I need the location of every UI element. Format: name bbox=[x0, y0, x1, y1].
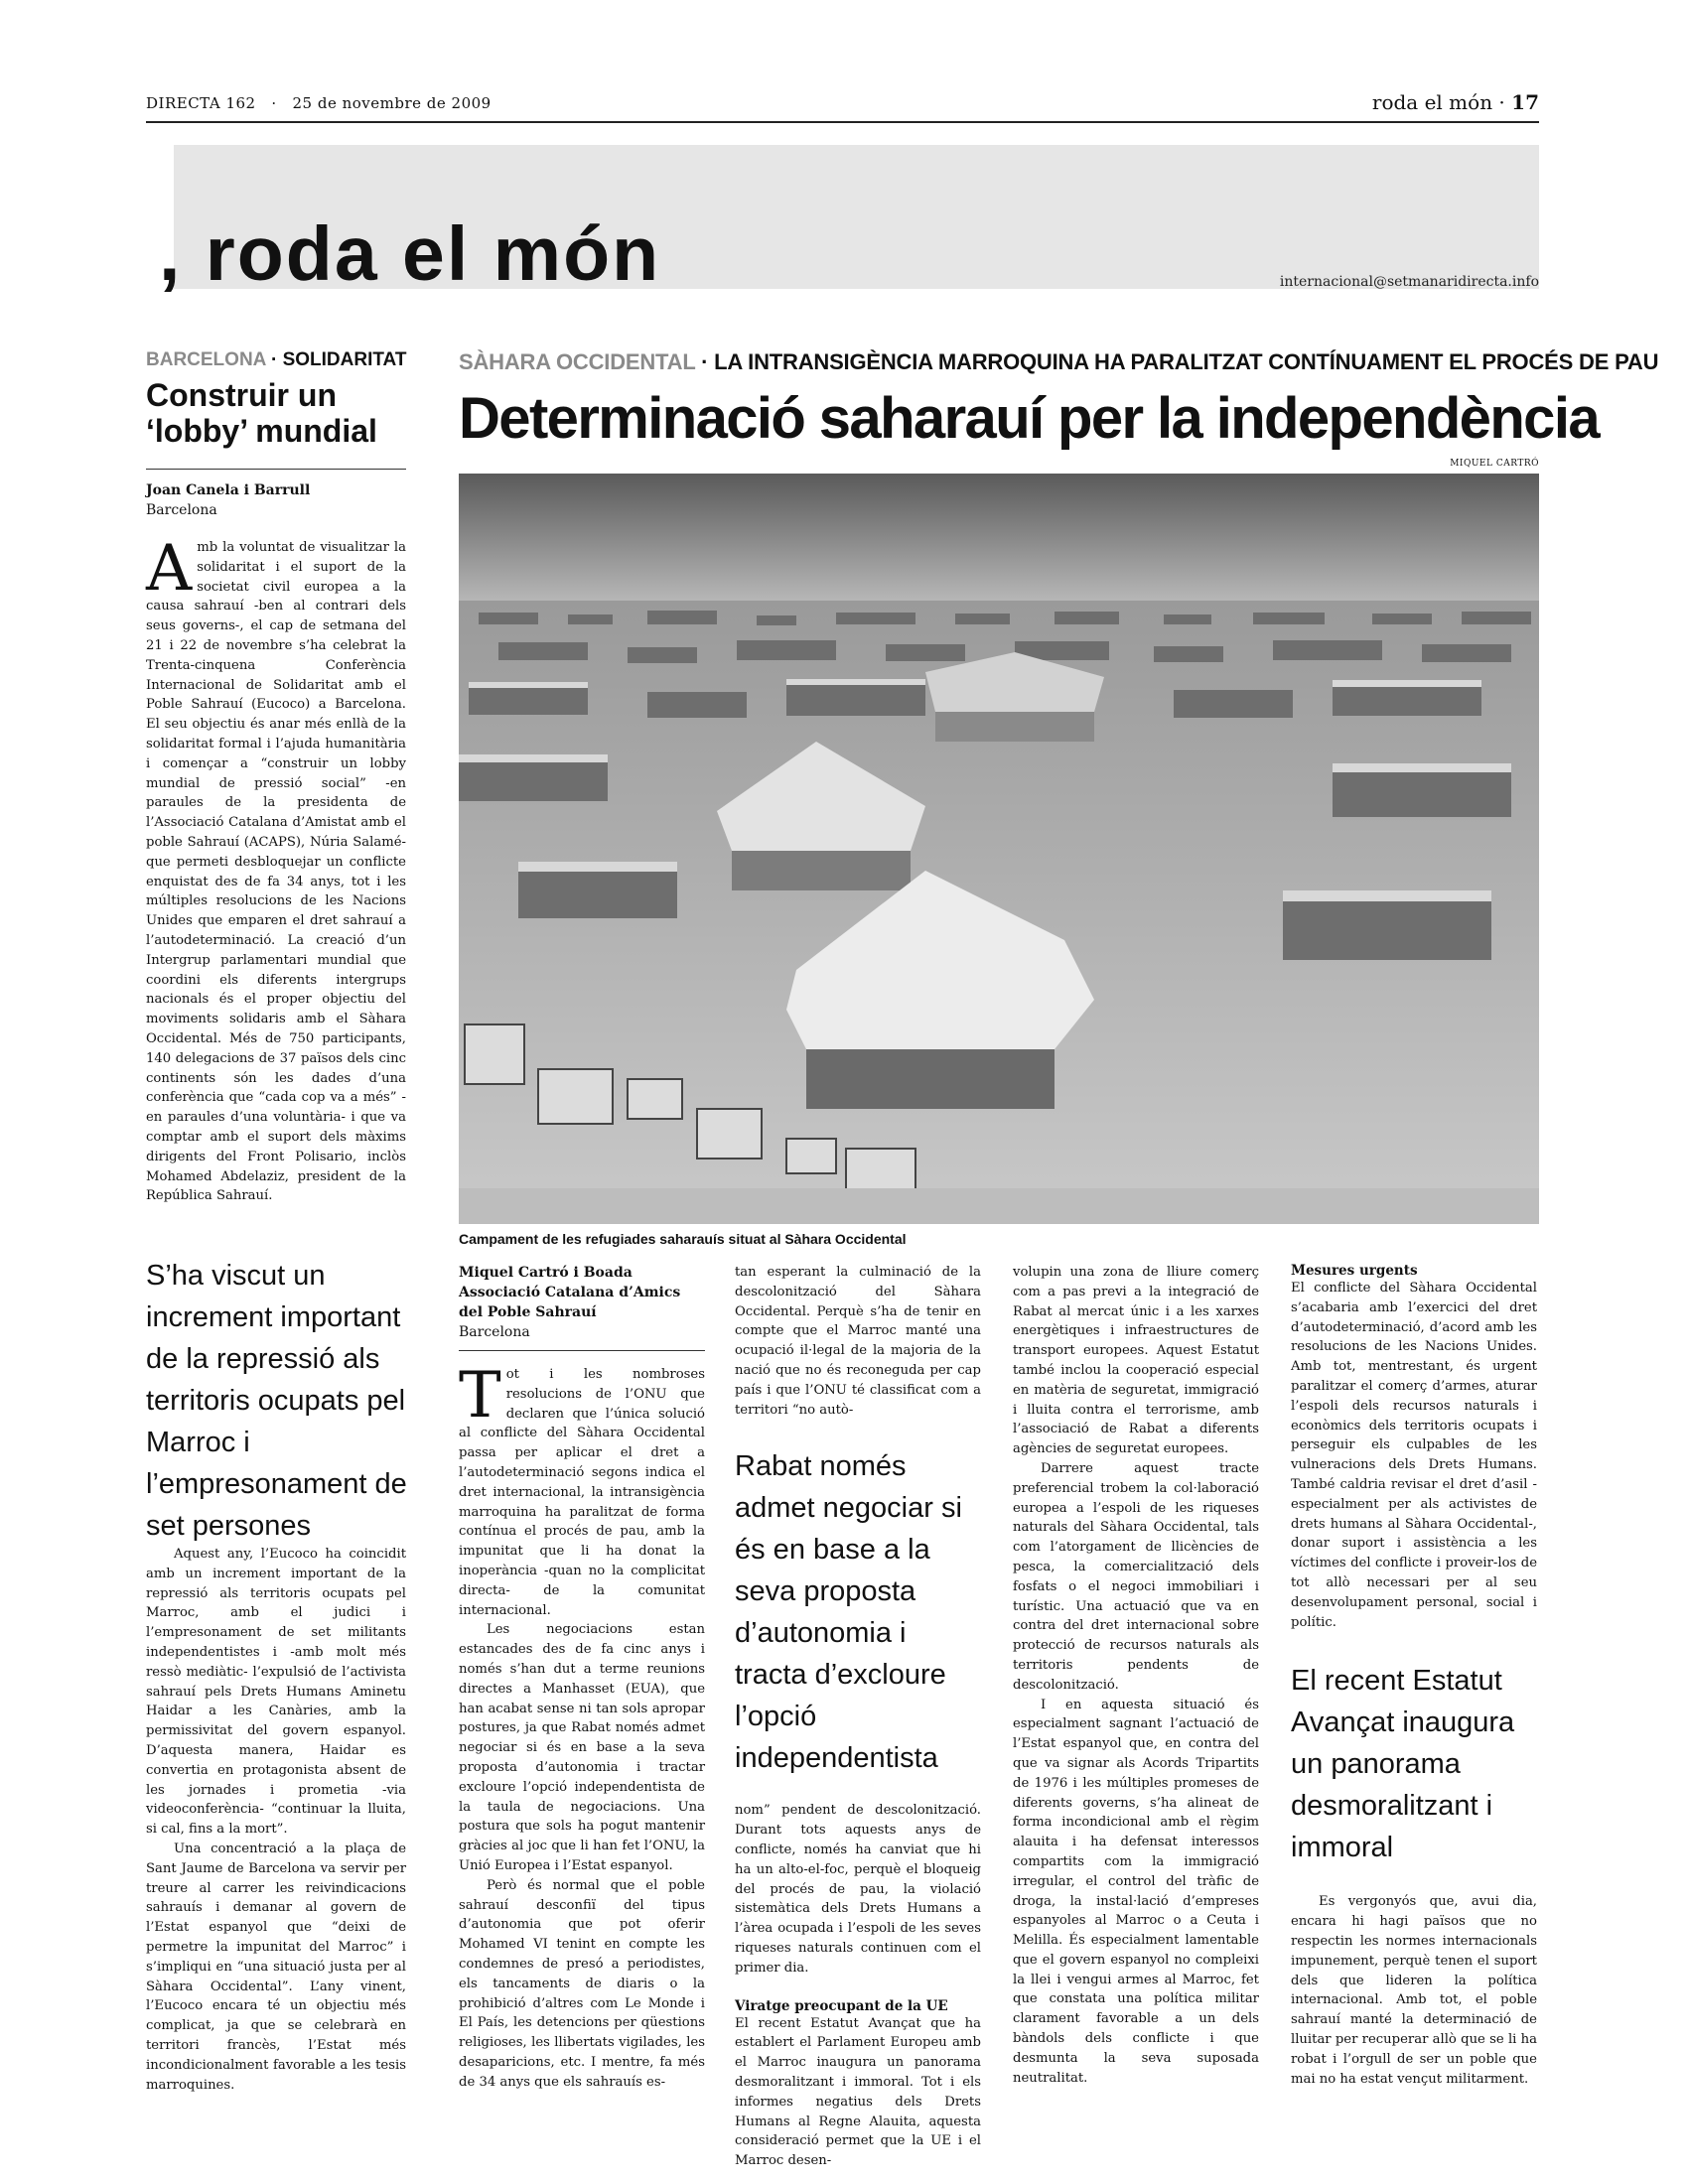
main-paragraph-10: El conflicte del Sàhara Occidental s’acabaria amb l’exercici del dret d’autodeterminació, d’acord amb les resolucions de les Nacions Unides. Amb tot, mentrestant, és urgent paralitzar el comerç d’armes, aturar l’espoli dels recursos naturals i econòmics dels territoris ocupats i perseguir els culpables de les vulneracions dels Drets Humans. També caldria revisar el dret d’asil -especialment per als activistes de drets humans al Sàhara Occidental-, donar suport i assistència a les víctimes del conflicte i proveir-los de tot allò necessari per al seu desenvolupament personal, social i polític. bbox=[1291, 1281, 1537, 1630]
main-pull-quote: Rabat només admet negociar si és en base a la seva proposta d’autonomia i tracta d’excloure l’opció independentista bbox=[735, 1450, 962, 1775]
left-byline bbox=[146, 480, 404, 520]
main-byline bbox=[459, 1263, 705, 1342]
left-divider bbox=[146, 469, 406, 470]
right-pull-quote: El recent Estatut Avançat inaugura un panorama desmoralitzant i immoral bbox=[1291, 1665, 1515, 1864]
main-kicker-place: SÀHARA OCCIDENTAL bbox=[459, 349, 696, 374]
left-body-2 bbox=[146, 1545, 406, 2095]
header-rule bbox=[146, 121, 1539, 123]
refugee-camp-illustration bbox=[459, 474, 1539, 1224]
refugee-camp-photo bbox=[459, 474, 1539, 1224]
main-paragraph-4: tan esperant la culminació de la descolonització del Sàhara Occidental. Perquè s’ha de tenir en compte que el Marroc manté una ocupació il·legal de la majoria de la nació que no és reconeguda per cap país i que l’ONU té classificat com a territori “no autò- bbox=[735, 1265, 981, 1418]
left-dropcap: A bbox=[146, 532, 193, 606]
issue-date: 25 de novembre de 2009 bbox=[292, 94, 492, 112]
section-title: , roda el món bbox=[159, 211, 661, 297]
main-paragraph-5: nom” pendent de descolonització. Durant tots aquests anys de conflicte, només ha canviat que hi ha un alto-el-foc, perquè el bloqueig del procés de pau, la violació sistemàtica dels Drets Humans a l’àrea ocupada i l’espoli de les seves riqueses naturals continuen com el primer dia. bbox=[735, 1803, 981, 1976]
page-number: 17 bbox=[1511, 90, 1539, 114]
photo-credit: MIQUEL CARTRÓ bbox=[1450, 459, 1539, 469]
left-kicker-topic: SOLIDARITAT bbox=[282, 349, 407, 370]
main-paragraph-7: volupin una zona de lliure comerç com a pas previ a la integració de Rabat al mercat únic i a les xarxes energètiques i infraestructures de transport europees. Aquest Estatut també inclou la cooperació especial en matèria de seguretat, immigració i lluita contra el terrorisme, amb l’associació de Rabat a diferents agències de seguretat europees. bbox=[1013, 1265, 1259, 1457]
main-author: Miquel Cartró i Boada bbox=[459, 1265, 633, 1281]
left-paragraph-1: mb la voluntat de visualitzar la solidaritat i el suport de la societat civil europea a la causa sahrauí -ben al contrari dels seus governs-, el cap de setmana del 21 i 22 de novembre s’ha celebrat la Trenta-cinquena Conferència Internacional de Solidaritat amb el Poble Sahrauí (Eucoco) a Barcelona. El seu objectiu és anar més enllà de la solidaritat formal i l’ajuda humanitària i començar a “construir un lobby mundial de pressió social” -en paraules de la presidenta de l’Associació Catalana d’Amistat amb el poble Sahrauí (ACAPS), Núria Salamé- que permeti desbloquejar un conflicte enquistat des de fa 34 anys, tot i les múltiples resolucions de les Nacions Unides que emparen el dret sahrauí a l’autodeterminació. La creació d’un Intergrup parlamentari mundial que coordini els diferents intergrups nacionals és el proper objectiu del moviments solidaris amb el Sàhara Occidental. Més de 750 participants, 140 delegacions de 37 països dels cinc continents són les dades d’una conferència que “cada cop va a més” -en paraules d’una voluntària- i que va comptar amb el suport dels màxims dirigents del Front Polisario, inclòs Mohamed Abdelaziz, president de la República Sahrauí. bbox=[146, 540, 406, 1204]
main-headline: Determinació saharauí per la independència bbox=[459, 386, 1599, 451]
main-location: Barcelona bbox=[459, 1324, 530, 1340]
issue-date-line bbox=[146, 94, 492, 112]
left-author: Joan Canela i Barrull bbox=[146, 482, 311, 498]
main-affiliation-1: Associació Catalana d’Amics bbox=[459, 1285, 681, 1300]
main-paragraph-8: Darrere aquest tracte preferencial trobem la col·laboració europea a l’espoli de les riqueses naturals del Sàhara Occidental, tals com l’atorgament de llicències de pesca, la comercialització dels fosfats o el negoci immobiliari i turístic. Una actuació que va en contra del dret internacional sobre protecció de recursos naturals als territoris pendents de descolonització. bbox=[1013, 1460, 1259, 1693]
main-dropcap: T bbox=[459, 1359, 501, 1433]
left-kicker-place: BARCELONA bbox=[146, 349, 266, 370]
main-column-4 bbox=[1291, 1263, 1537, 2089]
main-column-3 bbox=[1013, 1263, 1259, 2088]
left-pull-quote: S’ha viscut un increment important de la repressió als territoris ocupats pel Marroc i l’empresonament de set persones bbox=[146, 1260, 407, 1542]
issue-number: DIRECTA 162 bbox=[146, 94, 256, 112]
left-kicker bbox=[146, 349, 406, 371]
left-paragraph-2: Aquest any, l’Eucoco ha coincidit amb un increment important de la repressió als territoris ocupats pel Marroc, amb el judici i l’empresonament de set militants independentistes i -amb molt més ressò mediàtic- l’expulsió de l’activista sahrauí pels Drets Humans Aminetu Haidar a les Canàries, amb la permissivitat del govern espanyol. D’aquesta manera, Haidar es convertia en protagonista absent de les jornades i prometia -via videoconferència- “continuar la lluita, si cal, fins a la mort”. bbox=[146, 1547, 406, 1838]
main-subhead-eu: Viratge preocupant de la UE bbox=[735, 1997, 948, 2014]
main-paragraph-6: El recent Estatut Avançat que ha establert el Parlament Europeu amb el Marroc inaugura un panorama desmoralitzant i immoral. Tot i els informes negatius dels Drets Humans al Regne Alauita, aquesta consideració permet que la UE i el Marroc desen- bbox=[735, 2015, 981, 2169]
main-paragraph-3: Però és normal que el poble sahrauí desconfiï del tipus d’autonomia que pot oferir Mohamed VI tenint en compte les condemnes de presó a periodistes, els tancaments de diaris o la prohibició d’altres com Le Monde i El País, les detencions per qüestions religioses, les llibertats vigilades, les desaparicions, etc. I mentre, fa més de 34 anys que els sahrauís es- bbox=[459, 1877, 705, 2090]
main-column-1 bbox=[459, 1263, 705, 2092]
main-paragraph-9: I en aquesta situació és especialment sagnant l’actuació de l’Estat espanyol que, en contra del que va signar als Acords Tripartits de 1976 i les múltiples promeses de diferents governs, s’ha alineat de forma incondicional amb el règim alauita i ha defensat interessos compartits com la immigració irregular, el control del tràfic de droga, la instal·lació d’empreses espanyoles al Marroc o a Ceuta i Melilla. És especialment lamentable que el govern espanyol no compleixi la llei i vengui armes al Marroc, fet que constata una política militar clarament favorable a un dels bàndols dels conflicte i que desmunta la seva suposada neutralitat. bbox=[1013, 1697, 1259, 2086]
section-email[interactable]: internacional@setmanaridirecta.info bbox=[1279, 274, 1539, 290]
main-kicker-sep: · bbox=[695, 349, 715, 374]
page-header-right bbox=[1372, 90, 1539, 114]
left-location: Barcelona bbox=[146, 502, 217, 518]
main-affiliation-2: del Poble Sahrauí bbox=[459, 1304, 597, 1320]
section-name: roda el món · bbox=[1371, 90, 1505, 114]
main-paragraph-11: Es vergonyós que, avui dia, encara hi hagi països que no respectin les normes internacionals impunement, perquè tenen el suport dels que lideren la política internacional. Amb tot, el poble sahrauí manté la determinació de lluitar per recuperar allò que se li ha robat i l’orgull de ser un poble que mai no ha estat vençut militarment. bbox=[1291, 1894, 1537, 2087]
left-kicker-sep: · bbox=[265, 349, 283, 370]
main-column-2 bbox=[735, 1263, 981, 2171]
main-kicker bbox=[459, 349, 1658, 375]
left-headline: Construir un ‘lobby’ mundial bbox=[146, 377, 377, 449]
left-body-1 bbox=[146, 532, 406, 1206]
header-separator: · bbox=[271, 94, 277, 112]
main-subhead-measures: Mesures urgents bbox=[1291, 1263, 1418, 1279]
main-kicker-topic: LA INTRANSIGÈNCIA MARROQUINA HA PARALITZAT CONTÍNUAMENT EL PROCÉS DE PAU bbox=[714, 349, 1659, 374]
photo-caption: Campament de les refugiades saharauís situat al Sàhara Occidental bbox=[459, 1231, 907, 1247]
main-paragraph-2: Les negociacions estan estancades des de fa cinc anys i només s’han dut a terme reunions directes a Manhasset (EUA), que han acabat sense ni tan sols apropar postures, ja que Rabat només admet negociar si és en base a la seva proposta d’autonomia i tractar excloure l’opció independentista de la taula de negociacions. Una postura que sols ha pogut mantenir gràcies al joc que li han fet l’ONU, la Unió Europea i l’Estat espanyol. bbox=[459, 1622, 705, 1873]
main-paragraph-1: ot i les nombroses resolucions de l’ONU que declaren que l’única solució al conflicte del Sàhara Occidental passa per aplicar el dret a l’autodeterminació segons indica el dret internacional, la intransigència marroquina ha paralitzat de forma contínua el procés de pau, amb la impunitat que li ha donat la inoperància -quan no la complicitat directa- de la comunitat internacional. bbox=[459, 1367, 705, 1618]
main-byline-divider bbox=[459, 1350, 705, 1351]
left-paragraph-3: Una concentració a la plaça de Sant Jaume de Barcelona va servir per treure al carrer les reivindicacions sahrauís i demanar al govern de l’Estat espanyol que “deixi de permetre la impunitat del Marroc” i s’impliqui en “una situació justa per al Sàhara Occidental”. L’any vinent, l’Eucoco encara té un objectiu més complicat, ja que se celebrarà en territori francès, l’Estat més incondicionalment favorable a les tesis marroquines. bbox=[146, 1841, 406, 2093]
